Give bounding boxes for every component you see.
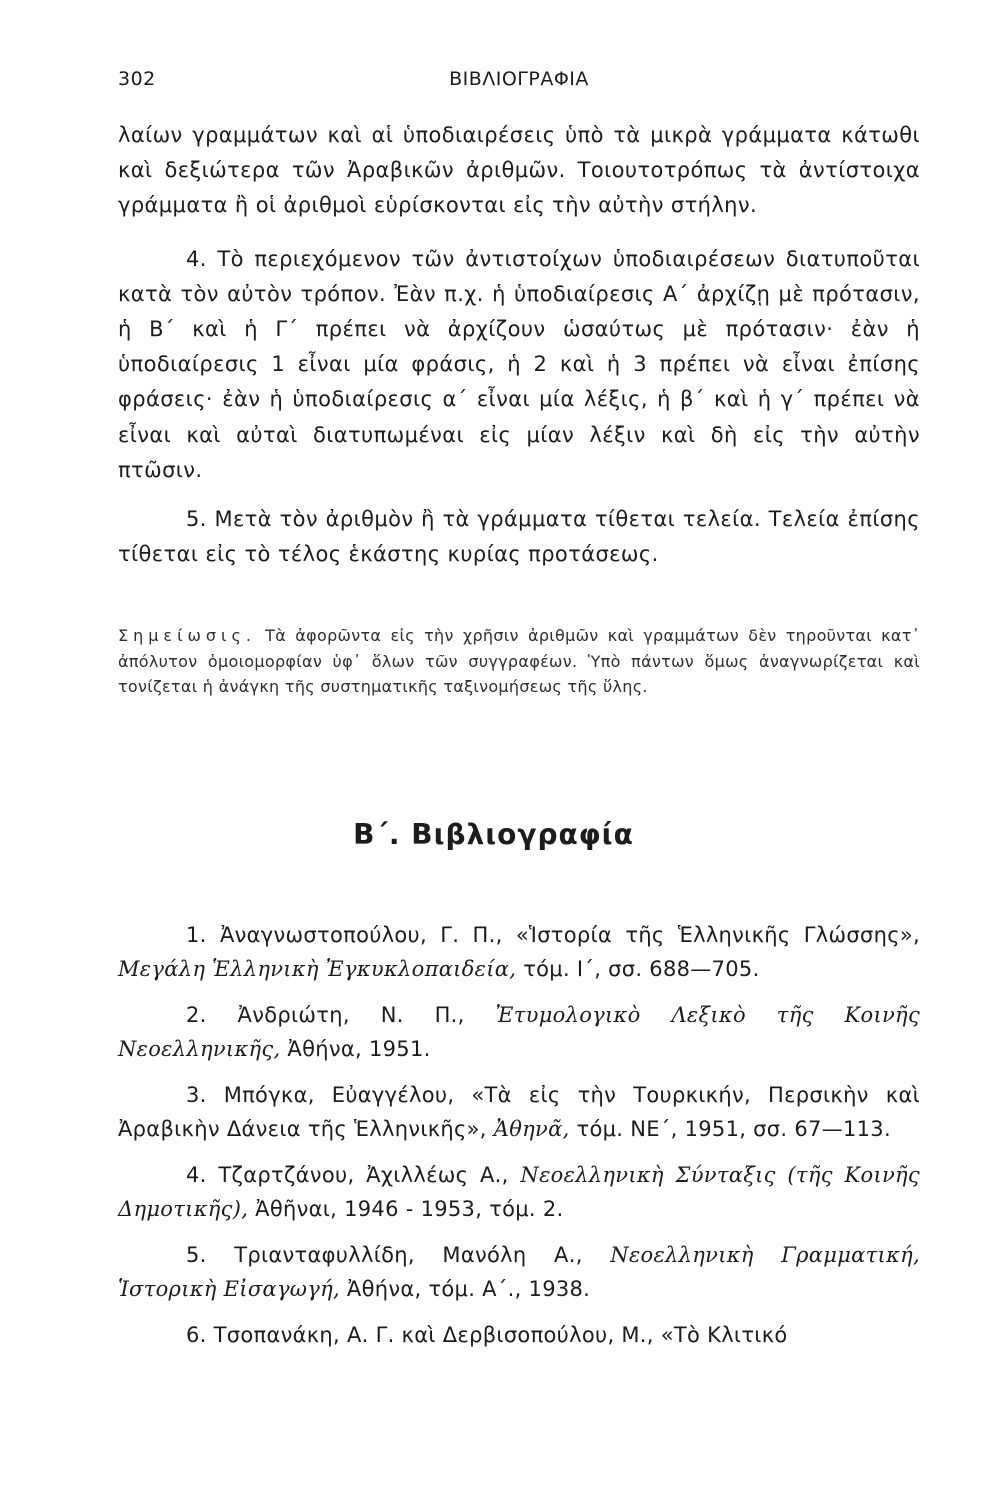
bibliography-entry: 5. Τριανταφυλλίδη, Μανόλη Α., Νεοελληνικὴ Γραμματική, Ἱστορικὴ Εἰσαγωγή, Ἀθήνα, τόμ. Α΄., 1938. bbox=[118, 1243, 921, 1301]
note-label: Σημείωσις. bbox=[118, 626, 256, 645]
note-text: Τὰ ἀφορῶντα εἰς τὴν χρῆσιν ἀριθμῶν καὶ γραμμάτων δὲν τηροῦνται κατ᾽ ἀπόλυτον ὁμοιομορφίαν ὑφ᾽ ὅλων τῶν συγγραφέων. Ὑπὸ πάντων ὅμως ἀναγνωρίζεται καὶ τονίζεται ἡ ἀνάγκη τῆς συστηματικῆς ταξινομήσεως τῆς ὕλης. bbox=[118, 626, 920, 697]
bibliography-entry: 3. Μπόγκα, Εὐαγγέλου, «Τὰ εἰς τὴν Τουρκικήν, Περσικὴν καὶ Ἀραβικὴν Δάνεια τῆς Ἑλληνικῆς», Ἀθηνᾶ, τόμ. ΝΕ΄, 1951, σσ. 67—113. bbox=[118, 1083, 920, 1141]
bibliography-entry: 2. Ἀνδριώτη, Ν. Π., Ἐτυμολογικὸ Λεξικὸ τῆς Κοινῆς Νεοελληνικῆς, Ἀθήνα, 1951. bbox=[118, 1003, 921, 1061]
note-block bbox=[118, 623, 920, 700]
paragraph-4: 4. Τὸ περιεχόμενον τῶν ἀντιστοίχων ὑποδιαιρέσεων διατυποῦται κατὰ τὸν αὐτὸν τρόπον. Ἐὰν π.χ. ἡ ὑποδιαίρεσις Α΄ ἀρχίζῃ μὲ πρότασιν, ἡ Β΄ καὶ ἡ Γ΄ πρέπει νὰ ἀρχίζουν ὡσαύτως μὲ πρότασιν· ἐὰν ἡ ὑποδιαίρεσις 1 εἶναι μία φράσις, ἡ 2 καὶ ἡ 3 πρέπει νὰ εἶναι ἐπίσης φράσεις· ἐὰν ἡ ὑποδιαίρεσις α΄ εἶναι μία λέξις, ἡ β΄ καὶ ἡ γ΄ πρέπει νὰ εἶναι καὶ αὐταὶ διατυπωμέναι εἰς μίαν λέξιν καὶ δὴ εἰς τὴν αὐτὴν πτῶσιν. bbox=[118, 246, 920, 482]
body-text bbox=[118, 118, 920, 572]
running-title: ΒΙΒΛΙΟΓΡΑΦΙΑ bbox=[449, 68, 589, 90]
paragraph-5: 5. Μετὰ τὸν ἀριθμὸν ἢ τὰ γράμματα τίθεται τελεία. Τελεία ἐπίσης τίθεται εἰς τὸ τέλος ἑκάστης κυρίας προτάσεως. bbox=[118, 507, 920, 567]
page-number: 302 bbox=[118, 68, 156, 90]
bibliography-entry: 6. Τσοπανάκη, Α. Γ. καὶ Δερβισοπούλου, Μ., «Τὸ Κλιτικό bbox=[186, 1323, 788, 1347]
running-header bbox=[118, 68, 920, 98]
bibliography-entry: 4. Τζαρτζάνου, Ἀχιλλέως Α., Νεοελληνικὴ Σύνταξις (τῆς Κοινῆς Δημοτικῆς), Ἀθῆναι, 1946 - 1953, τόμ. 2. bbox=[118, 1163, 920, 1221]
paragraph-continued: λαίων γραμμάτων καὶ αἱ ὑποδιαιρέσεις ὑπὸ τὰ μικρὰ γράμματα κάτωθι καὶ δεξιώτερα τῶν Ἀραβικῶν ἀριθμῶν. Τοιουτοτρόπως τὰ ἀντίστοιχα γράμματα ἢ οἱ ἀριθμοὶ εὑρίσκονται εἰς τὴν αὐτὴν στήλην. bbox=[118, 123, 920, 218]
bibliography-list bbox=[118, 918, 920, 1364]
bibliography-entry: 1. Ἀναγνωστοπούλου, Γ. Π., «Ἱστορία τῆς Ἑλληνικῆς Γλώσσης», Μεγάλη Ἑλληνικὴ Ἐγκυκλοπαιδεία, τόμ. Ι΄, σσ. 688—705. bbox=[118, 923, 920, 981]
section-title: Β΄. Βιβλιογραφία bbox=[353, 818, 634, 851]
